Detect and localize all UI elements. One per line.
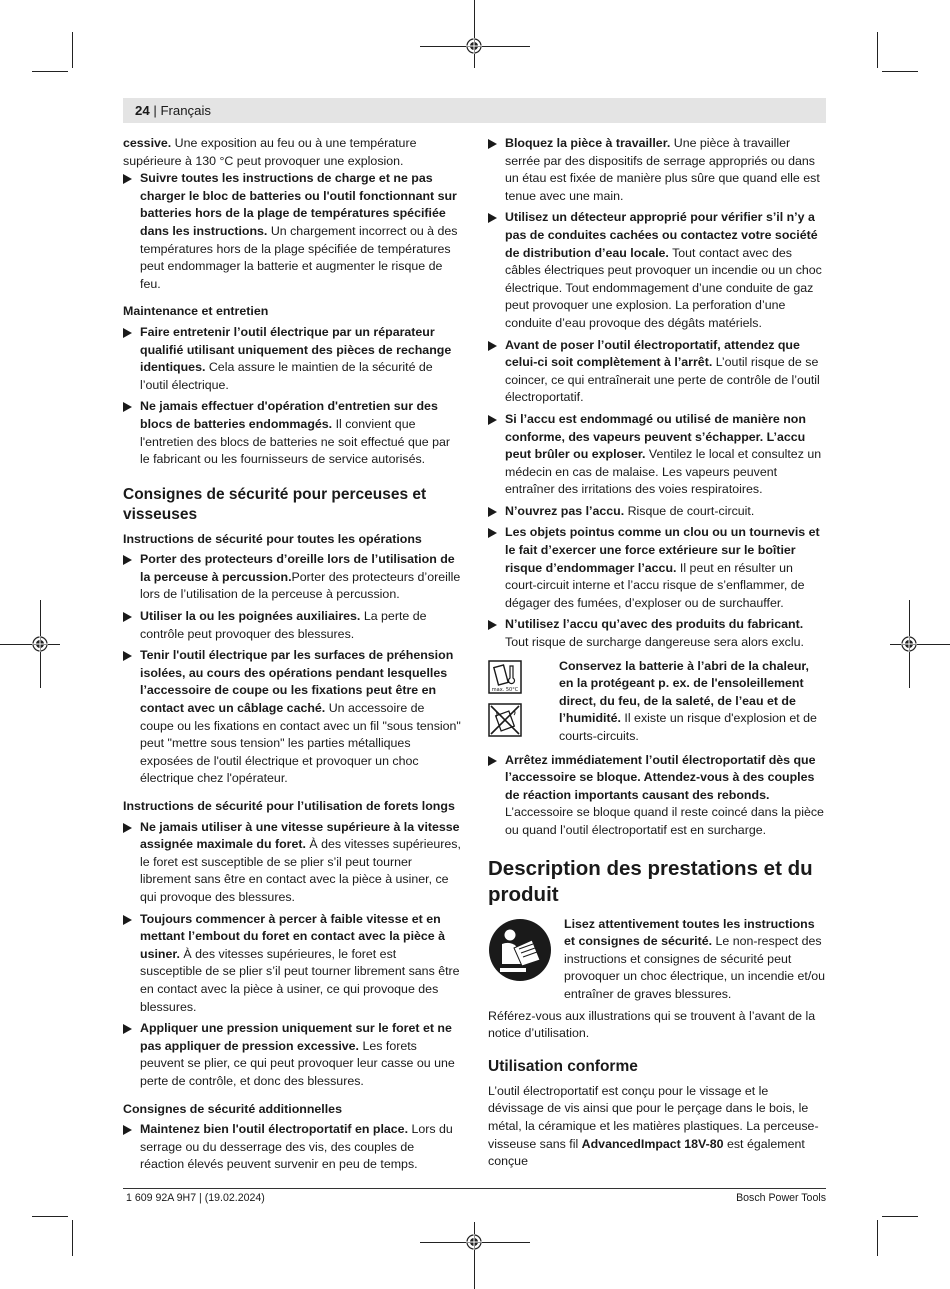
registration-line [890, 644, 950, 645]
triangle-bullet-icon [488, 507, 497, 517]
triangle-bullet-icon [488, 341, 497, 351]
registration-mark-icon [466, 38, 482, 54]
icon-label: max. 50°C [491, 686, 519, 693]
crop-mark [882, 1216, 918, 1217]
bullet-item [123, 1121, 461, 1174]
body-text: La perte de contrôle peut provoquer des blessures. [140, 609, 427, 641]
bold-lead: N’ouvrez pas l’accu. [505, 503, 625, 518]
body-text: Une pièce à travailler serrée par des dispositifs de serrage appropriés ou dans un étau est fixée de manière plus sûre que quand elle est tenue avec une main. [505, 136, 820, 203]
bullet-item [488, 524, 826, 612]
bold-lead: Conservez la batterie à l’abri de la chaleur, en la protégeant p. ex. de l'ensoleillement direct, du feu, de la saleté, de l’eau et de l’humidité. [559, 658, 809, 726]
product-name: AdvancedImpact 18V-80 [581, 1136, 724, 1151]
body-text: Ventilez le local et consultez un médecin en cas de malaise. Les vapeurs peuvent entraîner des irritations des voies respiratoires. [505, 447, 822, 497]
triangle-bullet-icon [123, 328, 132, 338]
bold-lead: Ne jamais utiliser à une vitesse supérieure à la vitesse assignée maximale du foret. [140, 819, 460, 852]
bullet-item [123, 819, 461, 907]
body-text: L’accessoire se bloque quand il reste coincé dans la pièce ou quand l’outil électroportatif est en surcharge. [505, 805, 824, 837]
bullet-item [123, 551, 461, 604]
triangle-bullet-icon [123, 823, 132, 833]
page-number: 24 [135, 103, 150, 118]
bullet-item [123, 608, 461, 643]
header-text: 24 | Français [135, 103, 212, 118]
footer-doc-ref: 1 609 92A 9H7 | (19.02.2024) [126, 1192, 265, 1204]
body-text: Lors du serrage ou du desserrage des vis, des couples de réaction élevés peuvent survenir en peu de temps. [140, 1122, 453, 1172]
triangle-bullet-icon [488, 528, 497, 538]
triangle-bullet-icon [488, 213, 497, 223]
triangle-bullet-icon [123, 174, 132, 184]
footer-brand: Bosch Power Tools [736, 1192, 826, 1204]
triangle-bullet-icon [123, 651, 132, 661]
bullet-item [488, 752, 826, 840]
registration-mark-icon [901, 636, 917, 652]
triangle-bullet-icon [123, 612, 132, 622]
read-instructions-block [488, 916, 826, 1004]
header-language: Français [160, 103, 212, 118]
body-text: Un chargement incorrect ou à des températures hors de la plage spécifiée de températures peut endommager la batterie et augmenter le risque de feu. [140, 223, 458, 291]
body-text: Il existe un risque d'explosion et de courts-circuits. [559, 711, 817, 743]
crop-mark [72, 32, 73, 68]
body-text: est également conçue [488, 1136, 805, 1169]
bold-lead: Faire entretenir l’outil électrique par un réparateur qualifié utilisant uniquement des pièces de rechange identiques. [140, 324, 452, 375]
right-column [488, 135, 826, 1171]
bullet-item [123, 647, 461, 788]
body-text: L’outil risque de se coincer, ce qui entraînerait une perte de contrôle de l’outil électroportatif. [505, 355, 820, 405]
bold-lead: cessive. [123, 136, 172, 150]
paragraph [123, 135, 461, 170]
crop-mark [877, 32, 878, 68]
bold-lead: Les objets pointus comme un clou ou un tournevis et le fait d’exercer une force extérieure sur le boîtier risque d’endommager l’accu. [505, 525, 820, 575]
registration-line [474, 1222, 475, 1289]
registration-mark-icon [466, 1234, 482, 1250]
registration-line [474, 0, 475, 68]
body-text: À des vitesses supérieures, le foret est susceptible de se plier s’il peut tourner librement sans être en contact avec la pièce à usiner, ce qui provoque des blessures. [140, 946, 460, 1014]
bullet-item [488, 411, 826, 499]
bold-lead: Ne jamais effectuer d'opération d'entretien sur des blocs de batteries endommagés. [140, 399, 438, 431]
subheading: Maintenance et entretien [123, 304, 269, 319]
battery-temperature-icon [488, 660, 522, 694]
body-text: Il peut en résulter un court-circuit interne et l’accu risque de s’enflammer, de dégager des fumées, d’exploser ou de surchauffer. [505, 560, 805, 610]
crop-mark [32, 1216, 68, 1217]
triangle-bullet-icon [123, 1024, 132, 1034]
main-heading: Description des prestations et du produit [488, 856, 813, 906]
body-text: Une exposition au feu ou à une température supérieure à 130 °C peut provoquer une explosion. [123, 136, 417, 168]
body-text: Le non-respect des instructions et consignes de sécurité peut provoquer un choc électrique, un incendie et/ou entraîner de graves blessures. [564, 934, 826, 1001]
bold-lead: N’utilisez l’accu qu’avec des produits du fabricant. [505, 617, 804, 632]
bold-lead: Avant de poser l’outil électroportatif, attendez que celui-ci soit complètement à l’arrêt. [505, 337, 800, 370]
body-text: Risque de court-circuit. [624, 503, 755, 518]
bold-lead: Maintenez bien l'outil électroportatif en place. [140, 1122, 409, 1137]
paragraph: Référez-vous aux illustrations qui se trouvent à l’avant de la notice d’utilisation. [488, 1008, 816, 1041]
bullet-item [123, 170, 461, 293]
section-heading: Utilisation conforme [488, 1057, 638, 1075]
body-text: Porter des protecteurs d’oreille lors de l’utilisation de la perceuse à percussion. [140, 569, 461, 602]
read-manual-icon [488, 918, 552, 982]
bullet-item [123, 324, 461, 394]
bullet-item [488, 337, 826, 407]
bullet-item [488, 135, 826, 205]
registration-line [0, 644, 60, 645]
body-text: Un accessoire de coupe ou les fixations en contact avec un fil "sous tension" peut "mettre sous tension" les parties métalliques exposées de l'outil électrique et provoquer un choc électrique chez l'opérateur. [140, 701, 461, 786]
crop-mark [877, 1220, 878, 1256]
registration-mark-icon [32, 636, 48, 652]
triangle-bullet-icon [488, 620, 497, 630]
body-text: Cela assure le maintien de la sécurité de l’outil électrique. [140, 360, 433, 392]
body-text: L’outil électroportatif est conçu pour le vissage et le dévissage de vis ainsi que pour le perçage dans le bois, le métal, la céramique et les matières plastiques. La perceuse-visseuse sans fil [488, 1083, 819, 1151]
footer-rule [123, 1188, 826, 1189]
subheading: Instructions de sécurité pour l’utilisation de forets longs [123, 799, 455, 813]
bullet-item [123, 911, 461, 1017]
bullet-item [488, 503, 826, 521]
bold-lead: Utiliser la ou les poignées auxiliaires. [140, 609, 361, 624]
subheading: Consignes de sécurité additionnelles [123, 1101, 342, 1116]
bold-lead: Utilisez un détecteur approprié pour vérifier s’il n’y a pas de conduites cachées ou contactez votre société de distribution d’eau locale. [505, 210, 818, 260]
triangle-bullet-icon [123, 402, 132, 412]
warning-icons [488, 660, 524, 747]
page-header [123, 98, 826, 123]
triangle-bullet-icon [488, 415, 497, 425]
triangle-bullet-icon [123, 1125, 132, 1135]
heat-warning-block [488, 658, 826, 746]
triangle-bullet-icon [123, 555, 132, 565]
bullet-item [123, 398, 461, 468]
bold-lead: Si l’accu est endommagé ou utilisé de manière non conforme, des vapeurs peuvent s’échapper. L’accu peut brûler ou exploser. [505, 411, 806, 462]
body-text: À des vitesses supérieures, le foret est susceptible de se plier s’il peut tourner librement sans être en contact avec la pièce à usiner, ce qui provoque des blessures. [140, 837, 461, 904]
bold-lead: Tenir l'outil électrique par les surfaces de préhension isolées, au cours des opérations pendant lesquelles l’accessoire de coupe ou les fixations peut être en contact avec un câblage caché. [140, 648, 454, 716]
bold-lead: Suivre toutes les instructions de charge et ne pas charger le bloc de batteries ou l'outil fonctionnant sur batteries hors de la plage de températures spécifiée dans les instructions. [140, 171, 457, 238]
bullet-item [123, 1020, 461, 1090]
bold-lead: Porter des protecteurs d’oreille lors de l’utilisation de la perceuse à percussion. [140, 552, 455, 584]
bullet-item [488, 616, 826, 651]
bullet-item [488, 209, 826, 332]
left-column [123, 135, 461, 1178]
body-text: Les forets peuvent se plier, ce qui peut provoquer leur casse ou une perte de contrôle, et donc des blessures. [140, 1038, 455, 1088]
crop-mark [32, 71, 68, 72]
body-text: Tout risque de surcharge dangereuse sera alors exclu. [505, 635, 804, 650]
triangle-bullet-icon [123, 915, 132, 925]
section-heading: Consignes de sécurité pour perceuses et visseuses [123, 485, 427, 523]
no-water-dirt-icon [488, 703, 522, 737]
crop-mark [882, 71, 918, 72]
body-text: Il convient que l'entretien des blocs de batteries ne soit effectué que par le fabricant ou les fournisseurs de service autorisés. [140, 416, 451, 467]
crop-mark [72, 1220, 73, 1256]
bold-lead: Lisez attentivement toutes les instructions et consignes de sécurité. [564, 916, 815, 949]
bold-lead: Bloquez la pièce à travailler. [505, 136, 671, 150]
bold-lead: Appliquer une pression uniquement sur le foret et ne pas appliquer de pression excessive. [140, 1021, 452, 1053]
paragraph [488, 1083, 826, 1171]
triangle-bullet-icon [488, 756, 497, 766]
body-text: Tout contact avec des câbles électriques peut provoquer un incendie ou un choc électrique. Tout endommagement d’une conduite de gaz peut provoquer une explosion. La perforation d’une conduite d’eau provoque des dégâts matériels. [505, 245, 822, 330]
bold-lead: Arrêtez immédiatement l’outil électroportatif dès que l’accessoire se bloque. Attendez-vous à des couples de réaction importants causant des rebonds. [505, 752, 816, 802]
triangle-bullet-icon [488, 139, 497, 149]
bold-lead: Toujours commencer à percer à faible vitesse et en mettant l’embout du foret en contact avec la pièce à usiner. [140, 911, 446, 961]
subheading: Instructions de sécurité pour toutes les opérations [123, 531, 422, 546]
